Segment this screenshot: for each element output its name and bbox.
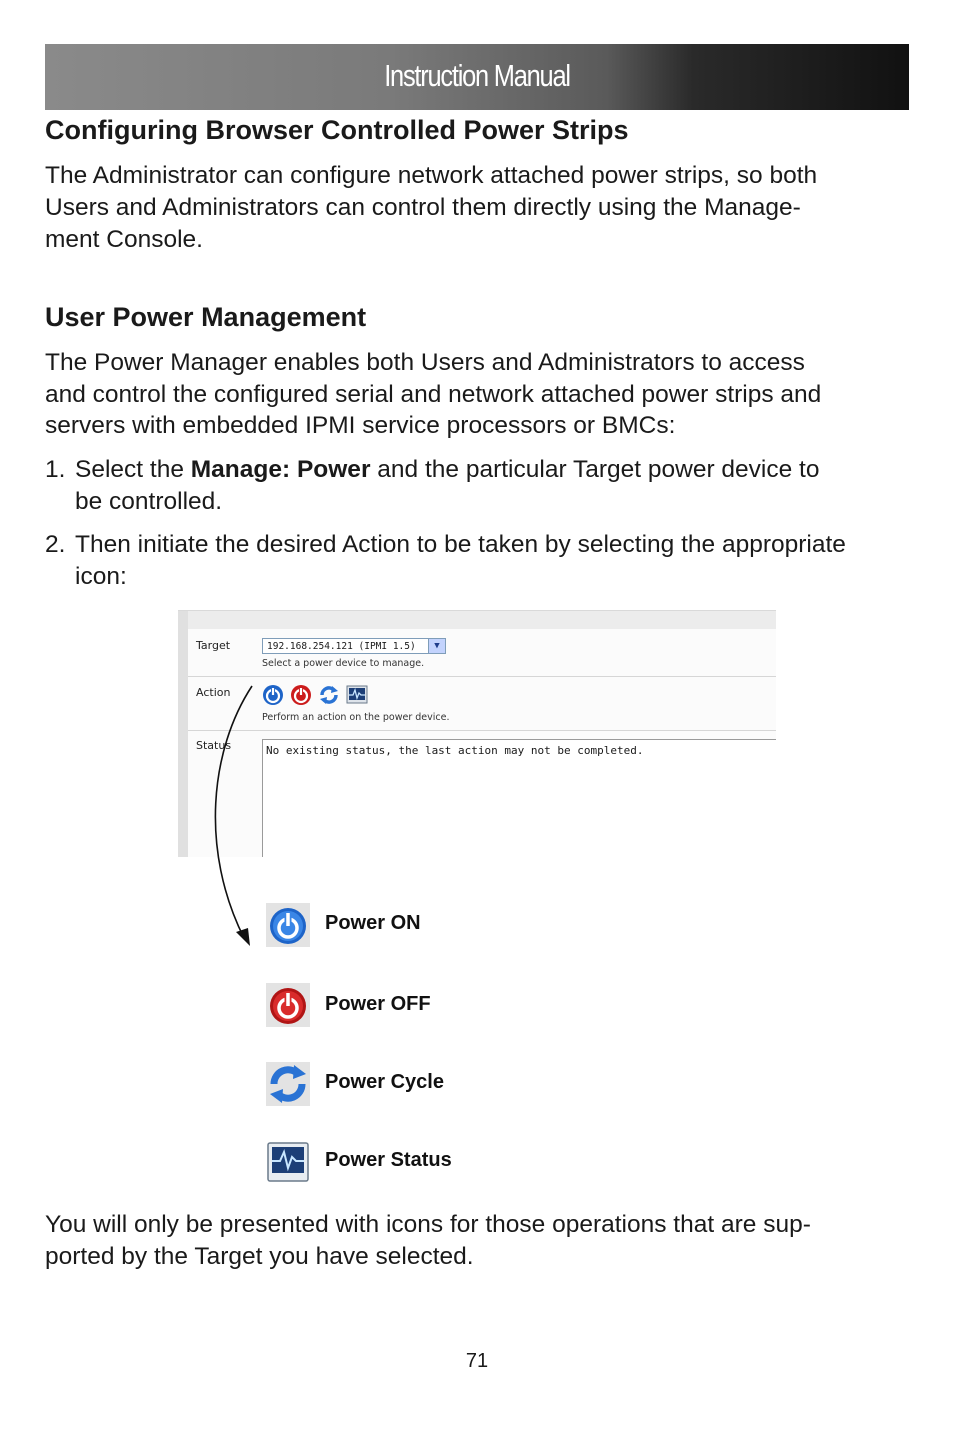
legend-label-power-status: Power Status (325, 1149, 452, 1171)
chevron-down-icon[interactable]: ▼ (428, 639, 445, 653)
step-1-bold: Manage: Power (190, 456, 371, 483)
target-select[interactable]: 192.168.254.121 (IPMI 1.5) ▼ (262, 638, 446, 654)
target-label: Target (196, 639, 231, 652)
power-status-icon[interactable] (346, 684, 368, 706)
step-2-number: 2. (45, 531, 66, 558)
footer-line-2: ported by the Target you have selected. (45, 1243, 474, 1270)
section-heading-configuring: Configuring Browser Controlled Power Strips (45, 115, 629, 145)
target-hint: Select a power device to manage. (262, 658, 425, 669)
section1-line-3: ment Console. (45, 226, 203, 253)
status-label: Status (196, 739, 232, 752)
step-1-number: 1. (45, 456, 66, 483)
power-cycle-icon[interactable] (318, 684, 340, 706)
section2-line-2: and control the configured serial and network attached power strips and (45, 381, 822, 408)
power-cycle-icon (266, 1062, 310, 1106)
action-label: Action (196, 686, 231, 699)
target-row (188, 629, 776, 677)
power-off-icon (266, 983, 310, 1027)
power-on-icon (266, 903, 310, 947)
action-hint: Perform an action on the power device. (262, 712, 450, 723)
section1-line-1: The Administrator can configure network attached power strips, so both (45, 162, 818, 189)
step-2-line-1: Then initiate the desired Action to be taken by selecting the appropriate (75, 531, 846, 558)
page-number: 71 (465, 1350, 489, 1372)
section2-line-1: The Power Manager enables both Users and Administrators to access (45, 349, 805, 376)
power-status-icon (266, 1140, 310, 1184)
legend-label-power-cycle: Power Cycle (325, 1071, 444, 1093)
step-2-line-2: icon: (75, 563, 127, 590)
step-1-line-2: be controlled. (75, 488, 223, 515)
header-bar (45, 44, 909, 110)
power-off-icon[interactable] (290, 684, 312, 706)
status-textarea[interactable]: No existing status, the last action may not be completed. (262, 739, 776, 857)
step-1-line-1: Select the Manage: Power and the particular Target power device to (75, 456, 820, 483)
footer-line-1: You will only be presented with icons for those operations that are sup- (45, 1211, 811, 1238)
header-title: Instruction Manual (384, 58, 570, 93)
section1-line-2: Users and Administrators can control them directly using the Manage- (45, 194, 801, 221)
legend-label-power-on: Power ON (325, 912, 421, 934)
legend-label-power-off: Power OFF (325, 993, 431, 1015)
section-heading-user-power: User Power Management (45, 302, 367, 332)
section2-line-3: servers with embedded IPMI service processors or BMCs: (45, 412, 676, 439)
